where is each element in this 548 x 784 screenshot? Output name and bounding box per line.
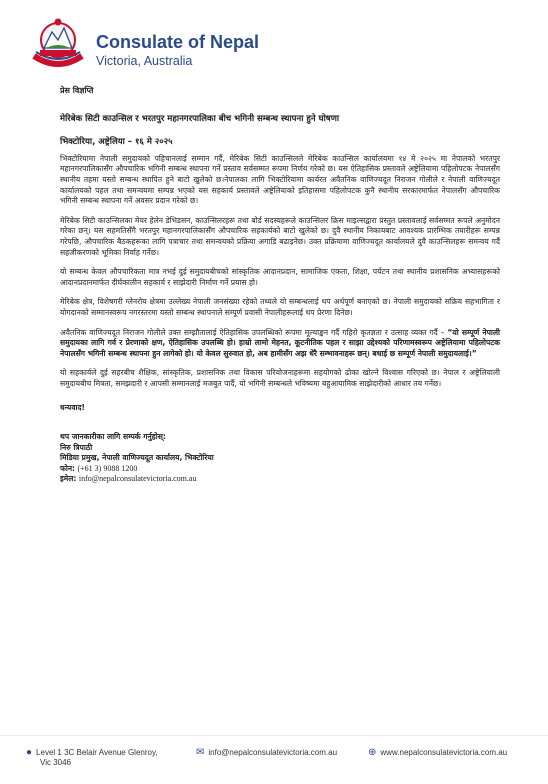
quote-paragraph xyxy=(60,328,500,360)
quote-intro: अवैतनिक वाणिज्यदूत निराजन गोलीले उक्त सम्झौतालाई ऐतिहासिक उपलब्धिको रूपमा मूल्याङ्कन गर्दै गहिरो कृतज्ञता र उत्साह व्यक्त गर्दै – xyxy=(60,327,448,337)
dateline: भिक्टोरिया, अष्ट्रेलिया – १६ मे २०२५ xyxy=(60,137,173,148)
paragraph-1: भिक्टोरियामा नेपाली समुदायको पहिचानलाई सम्मान गर्दै, मेरिबेक सिटी काउन्सिलले मेरिबेक काउन्सिल कार्यालयमा १४ मे २०२५ मा नेपालको भरतपुर महानगरपालिकासँग औपचारिक भगिनी सम्बन्ध स्थापना गर्ने प्रस्ताव सर्वसम्मत रूपमा निर्णय गरेको छ। यस ऐतिहासिक प्रस्तावले अष्ट्रेलियामा पहिलोपटक नेपालसँग स्थानीय तहमा यस्तो सम्बन्ध स्थापित हुने बाटो खुलेको छ।नेपालका लागि भिक्टोरियामा कार्यरत अवैतनिक वाणिज्यदूत निराजन गोलीले र नेपाली वाणिज्यदूत कार्यालयको पहल तथा समन्वयमा सम्पन्न भएको यस सहकार्य प्रस्तावले अष्ट्रेलियाको इतिहासमा पहिलोपटक कुनै स्थानीय सरकारमार्फत नेपालसँग औपचारिक भगिनी सम्बन्ध स्थापना गर्ने अवसर प्रदान गरेको छ। xyxy=(60,153,500,206)
footer-address xyxy=(26,748,158,768)
paragraph-3: यो सम्बन्ध केवल औपचारिकता मात्र नभई दुई समुदायबीचको सांस्कृतिक आदानप्रदान, सामाजिक एकता, शिक्षा, पर्यटन तथा स्थानीय प्रशासनिक अभ्यासहरूको आदानप्रदानमार्फत दीर्घकालीन सहकार्य र साझेदारी निर्माण गर्ने प्रयास हो। xyxy=(60,267,500,287)
phone-label: फोन: xyxy=(60,463,76,473)
address-line2: Vic 3046 xyxy=(40,758,71,767)
footer-email-text[interactable]: info@nepalconsulatevictoria.com.au xyxy=(208,748,338,757)
paragraph-4: मेरिबेक क्षेत्र, विशेषगरी ग्लेनरोय क्षेत्रमा उल्लेख्य नेपाली जनसंख्या रहेको तथ्यले यो सम्बन्धलाई थप अर्थपूर्ण बनाएको छ। नेपाली समुदायको सक्रिय सहभागिता र योगदानको सम्मानस्वरूप नगरस्तरमा यस्तो सम्बन्ध स्थापनाले सम्पूर्ण प्रवासी नेपालीहरूलाई थप प्रेरणा दिनेछ। xyxy=(60,297,500,317)
address-line1: Level 1 3C Belair Avenue Glenroy, xyxy=(36,748,158,757)
thanks-text: धन्यवाद! xyxy=(60,403,85,413)
press-release-headline: मेरिबेक सिटी काउन्सिल र भरतपुर महानगरपालिका बीच भगिनी सम्बन्ध स्थापना हुने घोषणा xyxy=(60,113,340,124)
mail-icon: ✉ xyxy=(196,747,205,758)
letterhead xyxy=(26,12,286,82)
footer-website-text[interactable]: www.nepalconsulatevictoria.com.au xyxy=(380,748,508,757)
consulate-location: Victoria, Australia xyxy=(96,54,193,68)
contact-block xyxy=(60,432,500,485)
closing-paragraph: यो सहकार्यले दुई सहरबीच शैक्षिक, सांस्कृतिक, प्रशासनिक तथा विकास परियोजनाहरूमा सहयोगको ढोका खोल्ने विश्वास गरिएको छ। नेपाल र अष्ट्रेलियाली समुदायबीच मित्रता, समझदारी र आपसी सम्मानलाई मजबुत पार्दै, यो भगिनी सम्बन्धले भविष्यमा बहुआयामिक साझेदारीको आधार तय गर्नेछ। xyxy=(60,368,500,388)
location-pin-icon: ● xyxy=(26,747,33,758)
contact-heading: थप जानकारीका लागि सम्पर्क गर्नुहोस्: xyxy=(60,432,166,442)
globe-icon: ⊕ xyxy=(368,747,377,758)
footer-website[interactable] xyxy=(368,748,507,758)
quote-text: “यो सम्पूर्ण नेपाली समुदायका लागि गर्व र प्रेरणाको क्षण, ऐतिहासिक उपलब्धि हो। हाम्रो लामो मेहनत, कूटनीतिक पहल र साझा उद्देश्यको परिणामस्वरूप अष्ट्रेलियामा पहिलोपटक नेपालसँग भगिनी सम्बन्ध स्थापना हुन लागेको हो। यो केवल सुरुवात हो, अब हामीसँग अझ धेरै सम्भावनाहरू छन्। बधाई छ सम्पूर्ण नेपाली समुदायलाई।” xyxy=(60,327,501,358)
email-label: इमेल: xyxy=(60,474,77,484)
footer xyxy=(0,735,548,784)
contact-phone-line xyxy=(60,464,500,475)
contact-email-line xyxy=(60,474,500,485)
paragraph-2: मेरिबेक सिटी काउन्सिलका मेयर हेलेन डेभिडसन, काउन्सिलरहरू तथा बोर्ड सदस्यहरूले काउन्सिलर क्रिस माइल्सद्वारा प्रस्तुत प्रस्तावलाई सर्वसम्मत रूपले अनुमोदन गरेका छन्। यस सहमतिसँगै भरतपुर महानगरपालिकासँग औपचारिक सहकार्यको बाटो खुलेको छ। दुवै स्थानीय निकायबाट आवश्यक प्रारम्भिक तयारीहरू सम्पन्न गरेपछि, औपचारिक बैठकहरूका लागि पत्राचार तथा समन्वयको प्रक्रिया अगाडि बढाइनेछ। उक्त प्रक्रियामा वाणिज्यदूत कार्यालयले दुवै काउन्सिलहरू समन्वय गर्दै सहजीकरणको भूमिका निर्वाह गर्नेछ। xyxy=(60,215,500,257)
press-release-label: प्रेस विज्ञप्ति xyxy=(60,86,94,95)
press-release-body xyxy=(60,86,500,485)
consulate-name: Consulate of Nepal xyxy=(96,32,260,52)
phone-number[interactable]: (+61 3) 9088 1200 xyxy=(77,463,138,473)
contact-email[interactable]: info@nepalconsulatevictoria.com.au xyxy=(78,474,197,484)
nepal-emblem-icon xyxy=(26,12,90,76)
footer-email[interactable] xyxy=(196,748,337,758)
contact-name: निरु त्रिपाठी xyxy=(60,442,93,452)
contact-title: मिडिया प्रमुख, नेपाली वाणिज्यदूत कार्यालय, भिक्टोरिया xyxy=(60,453,214,463)
